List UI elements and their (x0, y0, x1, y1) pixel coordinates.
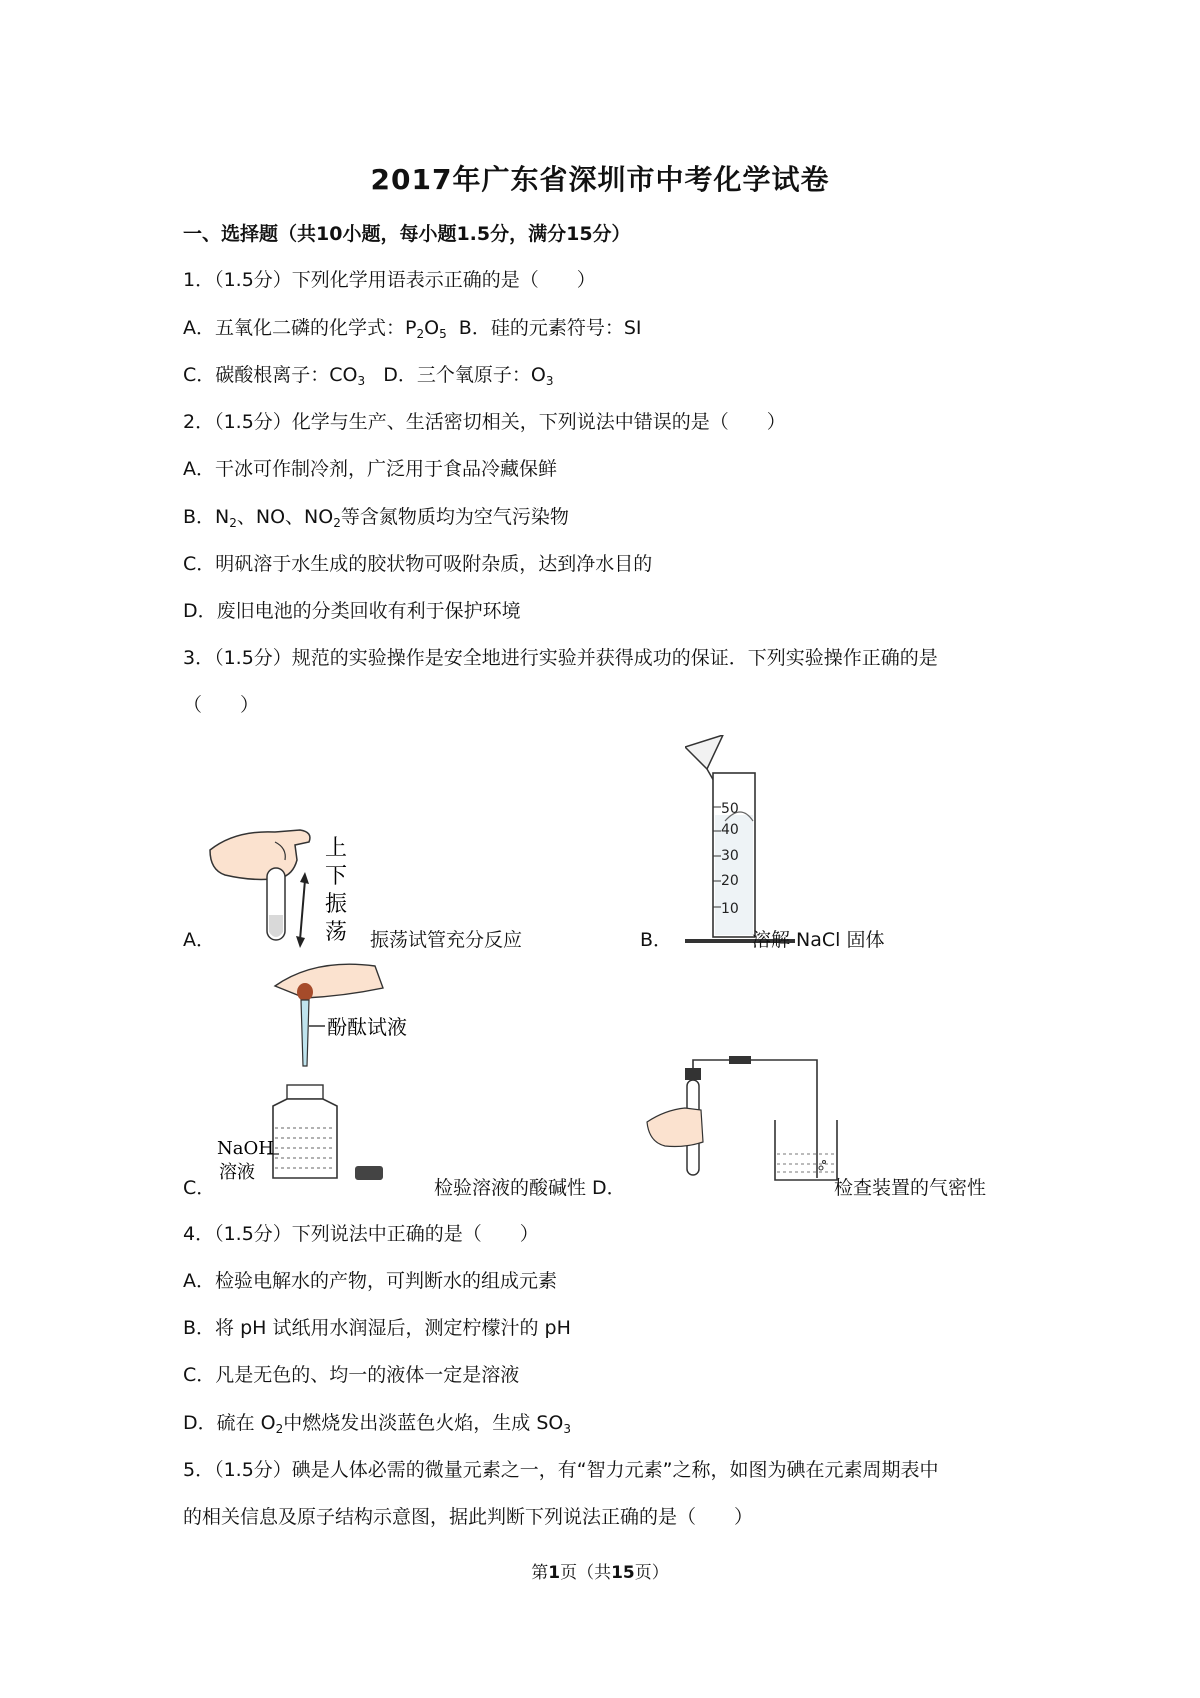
tick-label-40: 40 (721, 822, 739, 838)
q2-option-c: C．明矾溶于水生成的胶状物可吸附杂质，达到净水目的 (183, 553, 653, 575)
graduated-cylinder-figure (685, 735, 795, 947)
fig-c-solution-label: 溶液 (219, 1162, 255, 1183)
q3-option-b-caption: 溶解 NaCl 固体 (752, 929, 885, 951)
shake-test-tube-figure (205, 820, 385, 950)
q2-stem: 2．（1.5分）化学与生产、生活密切相关，下列说法中错误的是（ ） (183, 411, 786, 433)
q3-option-c-caption: 检验溶液的酸碱性 D． (434, 1177, 626, 1199)
q4-stem: 4．（1.5分）下列说法中正确的是（ ） (183, 1223, 539, 1245)
page-total: 15 (611, 1563, 635, 1583)
q3-option-b-letter: B． (640, 929, 673, 951)
q5-stem-cont: 的相关信息及原子结构示意图，据此判断下列说法正确的是（ ） (183, 1506, 754, 1528)
q1-stem: 1．（1.5分）下列化学用语表示正确的是（ ） (183, 269, 596, 291)
q4-option-a: A．检验电解水的产物，可判断水的组成元素 (183, 1270, 557, 1292)
fig-a-label-4: 荡 (325, 920, 348, 945)
airtightness-check-figure (645, 1050, 845, 1190)
q1-options-ab: A．五氧化二磷的化学式：$P_2O_5$ B．硅的元素符号：SI (183, 317, 642, 341)
q4-option-d: D．硫在 $O_2$中燃烧发出淡蓝色火焰，生成 $SO_3$ (183, 1412, 571, 1436)
tick-label-20: 20 (721, 873, 739, 889)
q2-option-b: B．$N_2$、NO、$NO_2$等含氮物质均为空气污染物 (183, 506, 569, 530)
q3-option-d-caption: 检查装置的气密性 (834, 1177, 987, 1199)
q3-stem: 3．（1.5分）规范的实验操作是安全地进行实验并获得成功的保证．下列实验操作正确的是 (183, 647, 938, 669)
fig-c-naoh-label: NaOH (217, 1138, 274, 1159)
fig-a-label-2: 下 (325, 864, 348, 889)
page-footer: 第1页（共15页） (531, 1563, 669, 1583)
q1-options-cd: C．碳酸根离子：$CO_3$ D．三个氧原子：$O_3$ (183, 364, 554, 388)
q2-option-d: D．废旧电池的分类回收有利于保护环境 (183, 600, 521, 622)
tick-label-30: 30 (721, 848, 739, 864)
q5-stem: 5．（1.5分）碘是人体必需的微量元素之一，有“智力元素”之称，如图为碘在元素周期表中 (183, 1459, 939, 1481)
page-number: 1 (548, 1563, 561, 1583)
q4-option-c: C．凡是无色的、均一的液体一定是溶液 (183, 1364, 520, 1386)
q4-option-b: B．将 pH 试纸用水润湿后，测定柠檬汁的 pH (183, 1317, 571, 1339)
page-title: 2017年广东省深圳市中考化学试卷 (370, 163, 830, 196)
section-heading: 一、选择题（共10小题，每小题1.5分，满分15分） (183, 223, 631, 245)
fig-c-indicator-label: 酚酞试液 (327, 1015, 407, 1039)
q3-option-c-letter: C． (183, 1177, 216, 1199)
q3-option-a-letter: A． (183, 929, 215, 951)
tick-label-10: 10 (721, 901, 739, 917)
q3-paren: （ ） (183, 694, 260, 716)
q3-option-a-caption: 振荡试管充分反应 (370, 929, 523, 951)
q2-option-a: A．干冰可作制冷剂，广泛用于食品冷藏保鲜 (183, 458, 557, 480)
fig-a-label-3: 振 (325, 892, 348, 917)
dropper-naoh-figure (215, 958, 435, 1195)
fig-a-label-1: 上 (325, 836, 348, 861)
tick-label-50: 50 (721, 801, 739, 817)
